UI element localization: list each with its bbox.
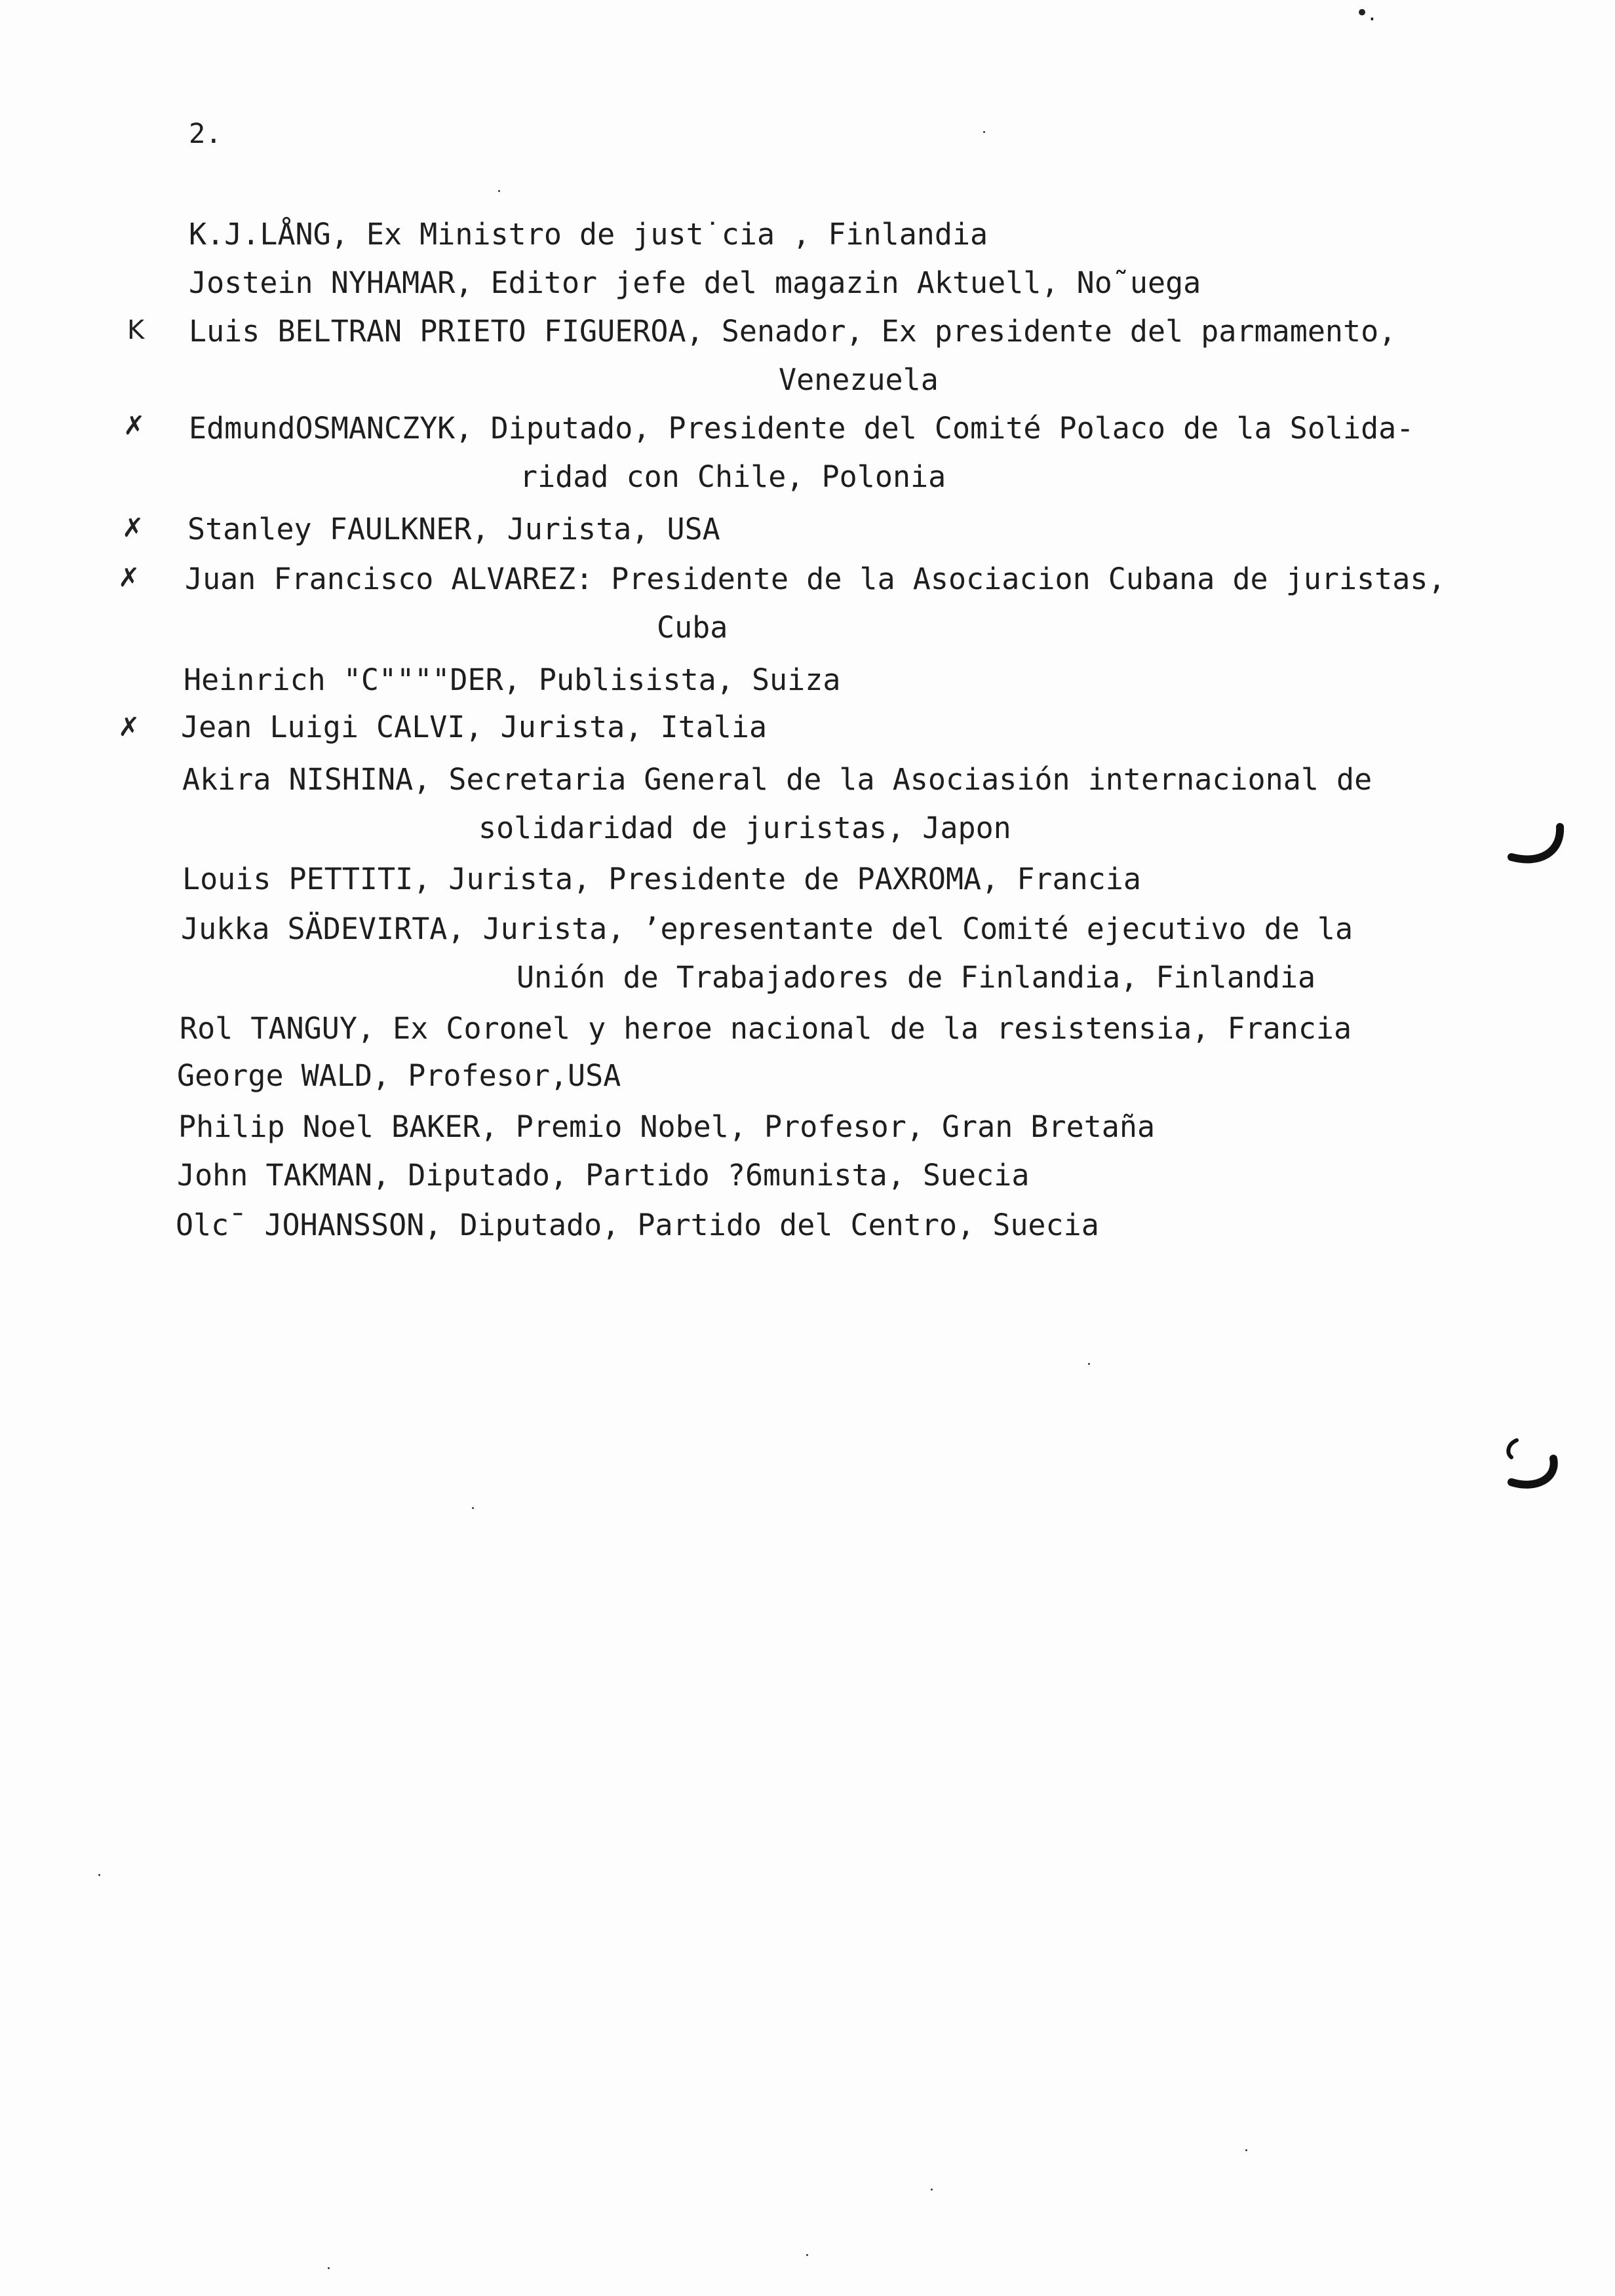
entry-line: K.J.LÅNG, Ex Ministro de just˙cia , Finlandia <box>189 217 988 252</box>
scan-speck <box>1245 2149 1247 2151</box>
list-item <box>176 1207 1099 1244</box>
entry-line: Olcˉ JOHANSSON, Diputado, Partido del Centro, Suecia <box>176 1208 1099 1242</box>
list-item <box>184 662 840 698</box>
list-item <box>181 709 767 746</box>
list-item <box>182 761 1372 847</box>
punch-arc-mark <box>1501 819 1573 878</box>
list-item <box>189 313 1396 398</box>
scan-speck <box>931 2189 933 2191</box>
entry-line: Luis BELTRAN PRIETO FIGUEROA, Senador, Ex presidente del parmamento, <box>189 314 1397 349</box>
entry-line: Philip Noel BAKER, Premio Nobel, Profesor, Gran Bretaña <box>178 1109 1156 1144</box>
entry-line: Jostein NYHAMAR, Editor jefe del magazin Aktuell, No˜uega <box>189 265 1201 300</box>
list-item <box>178 1109 1155 1145</box>
list-item <box>185 561 1446 646</box>
entry-line: Akira NISHINA, Secretaria General de la Asociasión internacional de <box>182 762 1372 797</box>
scan-speck <box>472 1507 474 1509</box>
list-item <box>187 511 720 548</box>
list-item <box>182 861 1141 898</box>
entry-line: George WALD, Profesor,USA <box>177 1058 621 1093</box>
entry-line: Rol TANGUY, Ex Coronel y heroe nacional de la resistensia, Francia <box>180 1011 1352 1046</box>
scan-speck <box>328 2267 330 2269</box>
entry-continuation-line: Unión de Trabajadores de Finlandia, Finlandia <box>516 960 1316 995</box>
entry-continuation-line: Cuba <box>657 610 728 645</box>
entry-continuation-line: ridad con Chile, Polonia <box>520 459 946 494</box>
entry-line: John TAKMAN, Diputado, Partido ?6munista, Suecia <box>177 1158 1030 1193</box>
list-item <box>177 1058 621 1094</box>
entry-line: Stanley FAULKNER, Jurista, USA <box>187 512 720 546</box>
entry-continuation-line: solidaridad de juristas, Japon <box>478 811 1011 845</box>
list-item <box>180 1010 1352 1047</box>
margin-check-mark: ✗ <box>118 563 140 593</box>
scan-speck <box>983 131 985 133</box>
list-item <box>189 410 1414 495</box>
scan-speck <box>498 190 500 192</box>
punch-arc-mark <box>1497 1431 1569 1503</box>
entry-line: Louis PETTITI, Jurista, Presidente de PAXROMA, Francia <box>182 862 1141 896</box>
entry-line: Jukka SÄDEVIRTA, Jurista, ’epresentante del Comité ejecutivo de la <box>181 911 1353 946</box>
margin-check-mark: ✗ <box>123 411 146 441</box>
margin-check-mark: ✗ <box>118 712 140 742</box>
scan-speck <box>1088 1363 1090 1365</box>
list-item <box>189 265 1201 301</box>
scan-speck <box>806 2254 808 2256</box>
scan-speck <box>98 1874 100 1876</box>
entry-line: EdmundOSMANCZYK, Diputado, Presidente del Comité Polaco de la Solida- <box>189 411 1414 446</box>
top-mark: •. <box>1355 0 1376 26</box>
list-item <box>181 911 1353 996</box>
entry-continuation-line: Venezuela <box>779 362 939 397</box>
list-item <box>189 216 988 253</box>
page-number: 2. <box>189 117 222 149</box>
entry-line: Jean Luigi CALVI, Jurista, Italia <box>181 710 768 744</box>
entry-line: Heinrich "C""""DER, Publisista, Suiza <box>184 662 841 697</box>
entry-line: Juan Francisco ALVAREZ: Presidente de la Asociacion Cubana de juristas, <box>185 562 1446 596</box>
list-item <box>177 1157 1029 1194</box>
margin-check-mark: ✗ <box>122 513 144 543</box>
margin-check-mark: K <box>127 315 145 345</box>
